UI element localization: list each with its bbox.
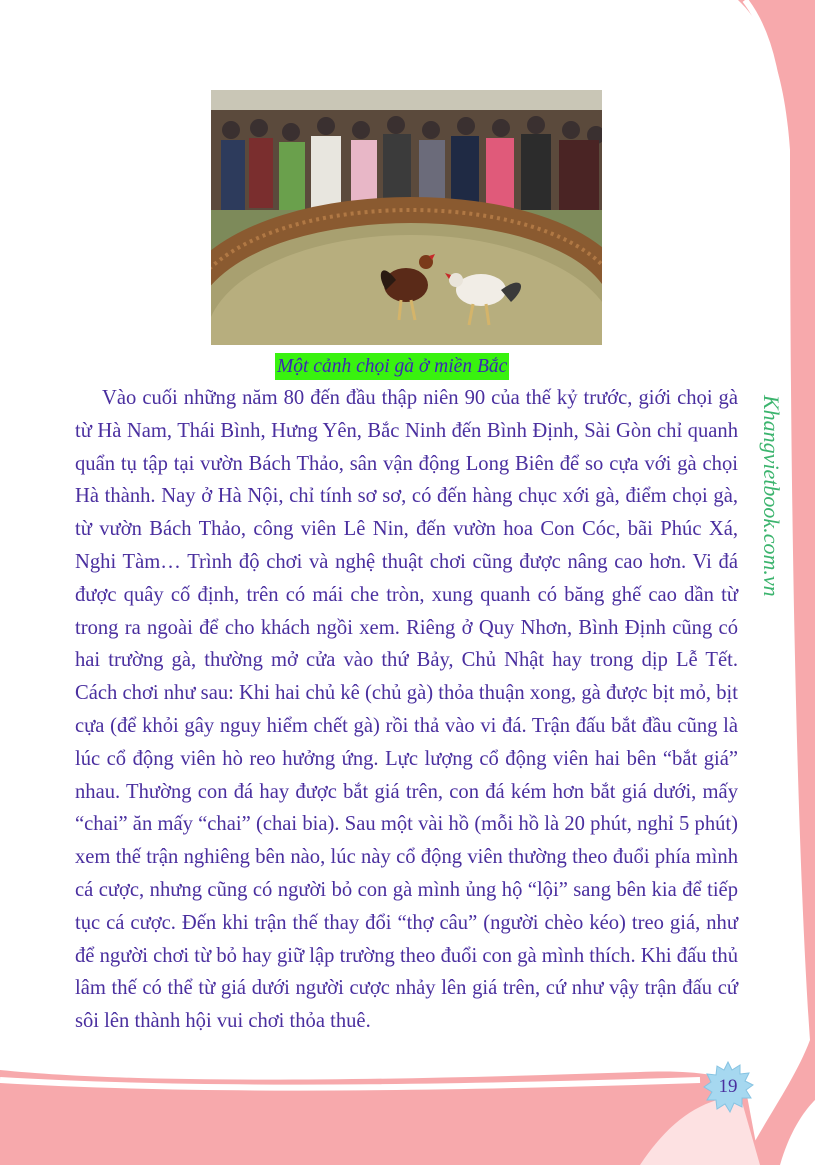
body-paragraph: Vào cuối những năm 80 đến đầu thập niên 90 của thế kỷ trước, giới chọi gà từ Hà Nam, Thái Bình, Hưng Yên, Bắc Ninh đến Bình Định, Sài Gòn chỉ quanh quẩn tụ tập tại vườn Bách Thảo, sân vận động Long Biên để so cựa với gà chọi Hà thành. Nay ở Hà Nội, chỉ tính sơ sơ, có đến hàng chục xới gà, điểm chọi gà, từ vườn Bách Thảo, công viên Lê Nin, đến vườn hoa Con Cóc, bãi Phúc Xá, Nghi Tàm… Trình độ chơi và nghệ thuật chơi cũng được nâng cao hơn. Vi đá được quây cố định, trên có mái che tròn, xung quanh có băng ghế cao dần từ trong ra ngoài để cho khách ngồi xem. Riêng ở Quy Nhơn, Bình Định cũng có hai trường gà, thường mở cửa vào thứ Bảy, Chủ Nhật hay trong dịp Lễ Tết. Cách chơi như sau: Khi hai chủ kê (chủ gà) thỏa thuận xong, gà được bịt mỏ, bịt cựa (để khỏi gây nguy hiểm chết gà) rồi thả vào vi đá. Trận đấu bắt đầu cũng là lúc cổ động viên hò reo hưởng ứng. Lực lượng cổ động viên hai bên “bắt giá” nhau. Thường con đá hay được bắt giá trên, con đá kém hơn bắt giá dưới, mấy “chai” ăn mấy “chai” (chai bia). Sau một vài hồ (mỗi hồ là 20 phút, nghỉ 5 phút) xem thế trận nghiêng bên nào, lúc này cổ động viên thường theo đuổi phía mình cá cược, nhưng cũng có người bỏ con gà mình ủng hộ “lội” sang bên kia để tiếp tục cá cược. Đến khi trận thế thay đổi “thợ câu” (người chèo kéo) treo giá, như để người chơi từ bỏ hay giữ lập trường theo đuổi con gà mình thích. Khi đấu thủ lâm thế có thể từ giá dưới người cược nhảy lên giá trên, cứ như vậy trận đấu cứ sôi lên thành hội vui chơi thỏa thuê. (75, 387, 738, 1033)
page-number: 19 (718, 1076, 738, 1097)
site-watermark: Khangvietbook.com.vn (759, 395, 784, 597)
article-body (75, 382, 738, 1038)
page-number-badge (702, 1061, 754, 1113)
cockfight-photo (211, 90, 602, 345)
photo-caption: Một cảnh chọi gà ở miền Bắc (275, 353, 509, 380)
